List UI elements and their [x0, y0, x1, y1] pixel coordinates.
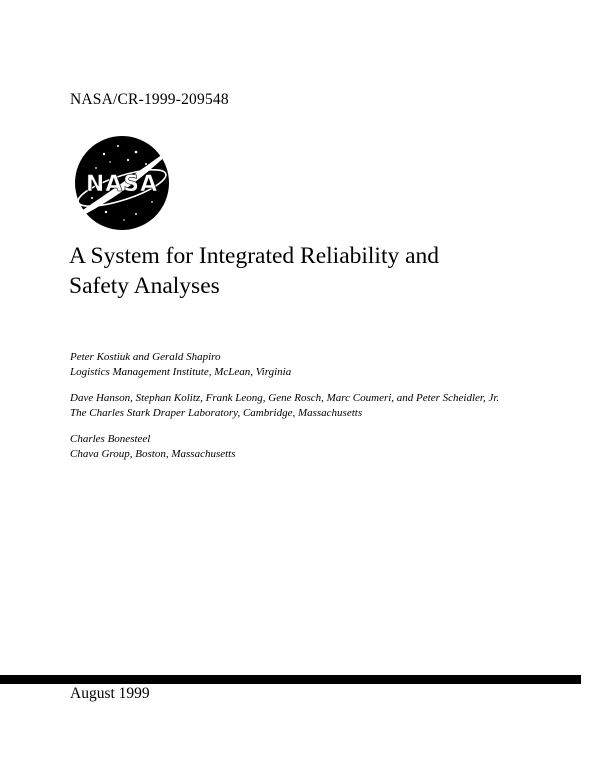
nasa-logo-icon — [66, 132, 184, 234]
author-affiliation: The Charles Stark Draper Laboratory, Cambridge, Massachusetts — [70, 406, 363, 419]
author-affiliation: Chava Group, Boston, Massachusetts — [70, 447, 236, 460]
nasa-logo-text: NASA — [85, 172, 159, 197]
title-line-2: Safety Analyses — [69, 272, 220, 299]
author-group — [70, 391, 499, 420]
author-names: Dave Hanson, Stephan Kolitz, Frank Leong, Gene Rosch, Marc Coumeri, and Peter Scheidler, Jr. — [70, 392, 500, 404]
author-group — [70, 432, 236, 461]
footer-rule — [0, 675, 581, 684]
title-line-1: A System for Integrated Reliability and — [69, 243, 440, 269]
report-number: NASA/CR-1999-209548 — [70, 91, 229, 108]
author-affiliation: Logistics Management Institute, McLean, Virginia — [70, 365, 292, 378]
author-names: Peter Kostiuk and Gerald Shapiro — [70, 351, 221, 363]
author-group — [70, 350, 291, 379]
author-names: Charles Bonesteel — [70, 433, 151, 445]
publication-date: August 1999 — [70, 685, 150, 702]
document-title — [69, 242, 569, 301]
